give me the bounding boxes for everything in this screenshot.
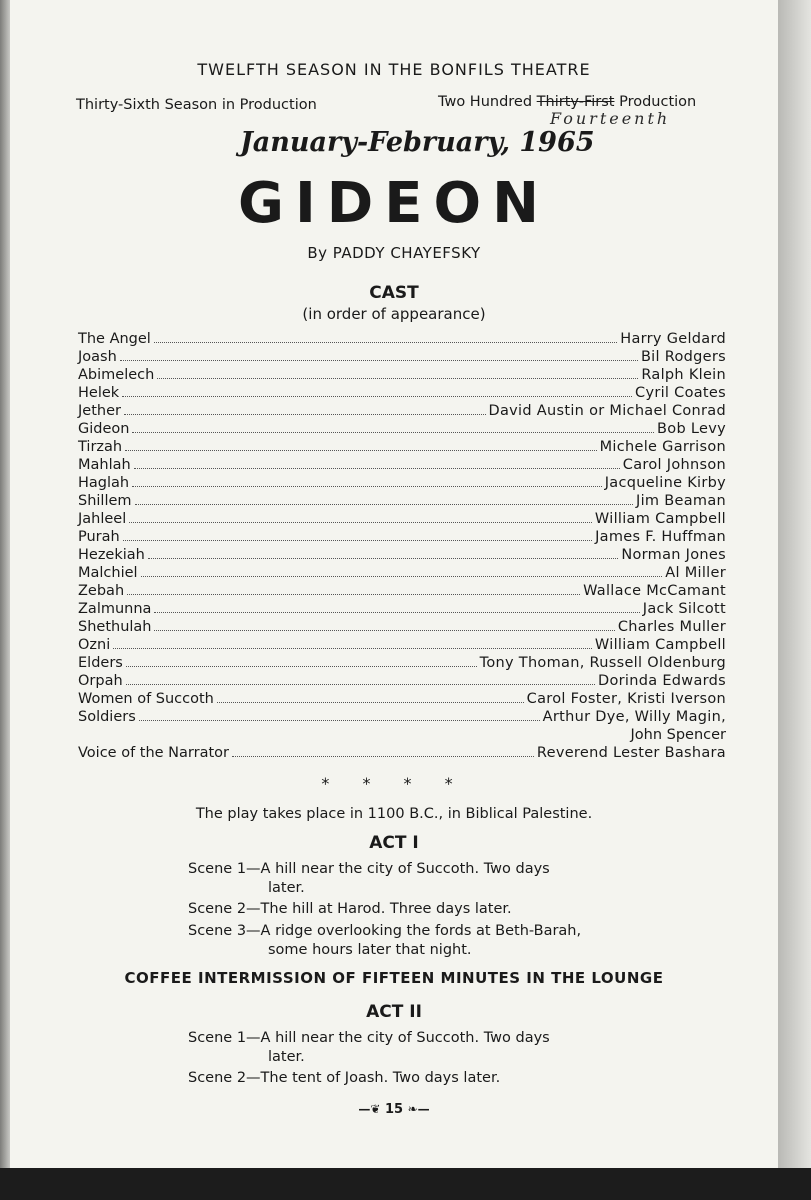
intermission-note: COFFEE INTERMISSION OF FIFTEEN MINUTES IN THE LOUNGE	[124, 969, 664, 987]
dot-leader	[129, 510, 592, 523]
scene-description: Scene 2—The hill at Harod. Three days later.	[188, 901, 512, 917]
cast-row	[78, 708, 726, 726]
role-name: Haglah	[78, 475, 130, 491]
cast-row	[78, 654, 726, 672]
role-name: Elders	[78, 655, 123, 671]
page-edge	[778, 0, 811, 1168]
scene-description-continued: later.	[268, 1049, 305, 1065]
actor-name: Carol Johnson	[622, 457, 726, 473]
role-name: Mahlah	[78, 457, 131, 473]
role-name: Tirzah	[78, 439, 123, 455]
actor-name: Jacqueline Kirby	[604, 475, 726, 491]
folio-ornament-left: —❦	[358, 1102, 381, 1116]
dot-leader	[126, 672, 595, 685]
dot-leader	[113, 636, 592, 649]
dot-leader	[232, 744, 534, 757]
play-title: GIDEON	[237, 171, 550, 236]
cast-row	[78, 528, 726, 546]
role-name: The Angel	[78, 331, 151, 347]
cast-row	[78, 564, 726, 582]
actor-name: Cyril Coates	[635, 385, 726, 401]
date-line: January-February, 1965	[240, 127, 595, 158]
folio-ornament-right: ❧—	[407, 1102, 430, 1116]
cast-row-narrator	[78, 744, 726, 762]
actor-name: Harry Geldard	[620, 331, 726, 347]
folio-number: 15	[384, 1102, 404, 1117]
setting-note: The play takes place in 1100 B.C., in Biblical Palestine.	[195, 806, 593, 822]
cast-row	[78, 618, 726, 636]
cast-subheading: (in order of appearance)	[302, 305, 486, 323]
role-name: Shillem	[78, 493, 132, 509]
cast-row	[78, 492, 726, 510]
act-2-heading: ACT II	[366, 1002, 422, 1022]
actor-name: Carol Foster, Kristi Iverson	[526, 691, 726, 707]
production-number-suffix: Production	[619, 94, 697, 110]
actor-name: Charles Muller	[617, 619, 726, 635]
scene-description: Scene 1—A hill near the city of Succoth. Two days	[188, 1030, 550, 1046]
dot-leader	[217, 690, 524, 703]
dot-leader	[127, 582, 580, 595]
dot-leader	[134, 456, 620, 469]
actor-name: Bil Rodgers	[640, 349, 726, 365]
dot-leader	[132, 420, 654, 433]
dot-leader	[154, 618, 614, 631]
dot-leader	[154, 600, 639, 613]
role-name: Helek	[78, 385, 120, 401]
actor-name: William Campbell	[594, 637, 726, 653]
role-name: Zalmunna	[78, 601, 152, 617]
actor-name: Tony Thoman, Russell Oldenburg	[479, 655, 726, 671]
role-name: Orpah	[78, 673, 123, 689]
dot-leader	[122, 384, 632, 397]
cast-heading: CAST	[369, 283, 419, 303]
handwritten-correction: Fourteenth	[550, 109, 671, 128]
role-name: Soldiers	[78, 709, 136, 725]
scan-bottom-border	[0, 1168, 811, 1200]
role-name: Joash	[78, 349, 117, 365]
role-name: Voice of the Narrator	[78, 745, 229, 761]
struck-ordinal: Thirty-First	[536, 94, 615, 110]
season-line: TWELFTH SEASON IN THE BONFILS THEATRE	[197, 60, 591, 79]
dot-leader	[141, 564, 663, 577]
role-name: Zebah	[78, 583, 125, 599]
scene-description-continued: some hours later that night.	[268, 942, 472, 958]
actor-name: Reverend Lester Bashara	[536, 745, 726, 761]
actor-name: Ralph Klein	[641, 367, 726, 383]
dot-leader	[123, 528, 592, 541]
cast-row	[78, 636, 726, 654]
role-name: Abimelech	[78, 367, 155, 383]
actor-name: Bob Levy	[657, 421, 726, 437]
actor-name: Arthur Dye, Willy Magin,	[542, 709, 726, 725]
cast-row	[78, 600, 726, 618]
actor-name: Jack Silcott	[642, 601, 726, 617]
scene-description-continued: later.	[268, 880, 305, 896]
dot-leader	[124, 402, 486, 415]
actor-name: Al Miller	[665, 565, 726, 581]
dot-leader	[157, 366, 638, 379]
separator-stars: * * * *	[321, 774, 467, 793]
cast-row	[78, 546, 726, 564]
cast-row	[78, 456, 726, 474]
role-name: Jether	[78, 403, 121, 419]
actor-name: Wallace McCamant	[583, 583, 726, 599]
act-1-heading: ACT I	[369, 833, 419, 853]
role-name: Ozni	[78, 637, 111, 653]
actor-name: Dorinda Edwards	[598, 673, 726, 689]
cast-row	[78, 438, 726, 456]
cast-row	[78, 384, 726, 402]
cast-list	[78, 330, 726, 762]
scene-entry	[188, 1069, 628, 1088]
dot-leader	[126, 654, 477, 667]
actor-name: David Austin or Michael Conrad	[488, 403, 726, 419]
page-number	[10, 1102, 778, 1117]
cast-row	[78, 366, 726, 384]
cast-row	[78, 402, 726, 420]
role-name: Hezekiah	[78, 547, 145, 563]
scene-description: Scene 3—A ridge overlooking the fords at Beth-Barah,	[188, 923, 582, 939]
cast-row	[78, 348, 726, 366]
dot-leader	[139, 708, 540, 721]
dot-leader	[154, 330, 617, 343]
actor-name: Norman Jones	[621, 547, 726, 563]
scene-entry	[188, 900, 628, 919]
book-spine-shadow	[0, 0, 10, 1168]
role-name: Jahleel	[78, 511, 127, 527]
actor-name: Jim Beaman	[636, 493, 726, 509]
production-number	[438, 94, 696, 110]
actor-name: William Campbell	[594, 511, 726, 527]
role-name: Shethulah	[78, 619, 152, 635]
role-name: Women of Succoth	[78, 691, 214, 707]
production-number-prefix: Two Hundred	[438, 94, 533, 110]
scene-entry	[188, 1029, 628, 1067]
scene-description: Scene 2—The tent of Joash. Two days later.	[188, 1070, 501, 1086]
scene-description: Scene 1—A hill near the city of Succoth. Two days	[188, 861, 550, 877]
byline: By PADDY CHAYEFSKY	[307, 244, 481, 262]
cast-row	[78, 510, 726, 528]
dot-leader	[120, 348, 638, 361]
cast-row	[78, 474, 726, 492]
cast-row	[78, 672, 726, 690]
actor-name: James F. Huffman	[595, 529, 726, 545]
role-name: Malchiel	[78, 565, 138, 581]
role-name: Purah	[78, 529, 120, 545]
cast-row	[78, 690, 726, 708]
dot-leader	[132, 474, 602, 487]
dot-leader	[148, 546, 618, 559]
actor-name: Michele Garrison	[599, 439, 726, 455]
program-page	[10, 0, 778, 1168]
dot-leader	[125, 438, 596, 451]
cast-row	[78, 582, 726, 600]
scene-entry	[188, 922, 628, 960]
production-season: Thirty-Sixth Season in Production	[76, 97, 317, 113]
cast-row	[78, 330, 726, 348]
dot-leader	[135, 492, 633, 505]
cast-row	[78, 420, 726, 438]
role-name: Gideon	[78, 421, 130, 437]
soldiers-continued: John Spencer	[630, 727, 726, 743]
scene-entry	[188, 860, 628, 898]
